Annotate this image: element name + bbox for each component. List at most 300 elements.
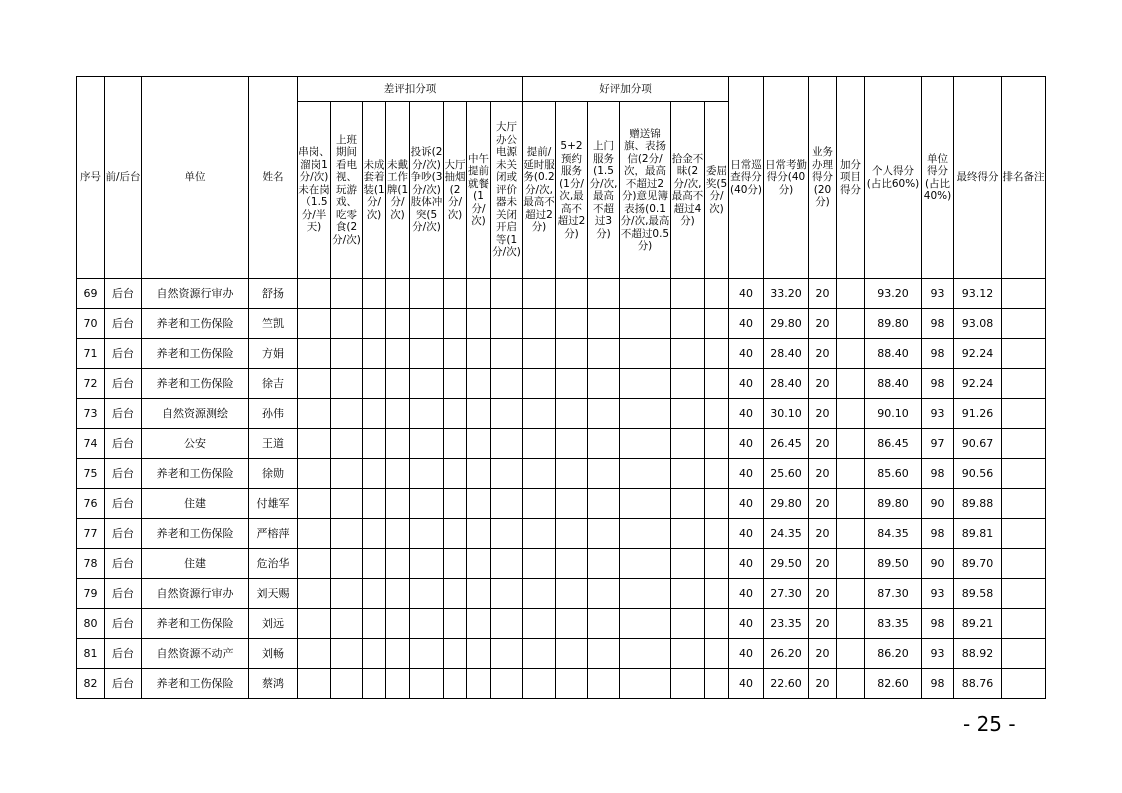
cell-daily-patrol: 40	[729, 459, 764, 489]
cell-empty	[363, 639, 386, 669]
cell-empty	[386, 579, 410, 609]
cell-empty	[837, 369, 865, 399]
cell-position: 后台	[105, 429, 142, 459]
cell-business: 20	[809, 489, 837, 519]
cell-empty	[491, 459, 523, 489]
cell-name: 徐吉	[249, 369, 298, 399]
cell-empty	[491, 279, 523, 309]
cell-empty	[363, 549, 386, 579]
cell-empty	[556, 639, 588, 669]
cell-empty	[705, 429, 729, 459]
cell-empty	[491, 639, 523, 669]
cell-empty	[444, 429, 467, 459]
cell-empty	[386, 309, 410, 339]
cell-empty	[444, 399, 467, 429]
header-negative-item: 未成套着装(1分/次)	[363, 102, 386, 279]
cell-empty	[298, 429, 331, 459]
cell-empty	[837, 609, 865, 639]
cell-empty	[523, 549, 556, 579]
cell-empty	[1002, 579, 1046, 609]
cell-empty	[298, 489, 331, 519]
cell-empty	[363, 579, 386, 609]
header-negative-item: 未戴工作牌(1分/次)	[386, 102, 410, 279]
cell-empty	[523, 639, 556, 669]
page-number: - 25 -	[963, 712, 1016, 736]
table-row	[77, 429, 1046, 459]
header-positive-item: 赠送锦旗、表扬信(2分/次，最高不超过2分)意见簿表扬(0.1分/次,最高不超过0.5分)	[620, 102, 671, 279]
cell-empty	[386, 399, 410, 429]
cell-empty	[671, 519, 705, 549]
cell-empty	[444, 639, 467, 669]
table-row	[77, 579, 1046, 609]
cell-empty	[444, 609, 467, 639]
cell-empty	[491, 489, 523, 519]
cell-unit: 自然资源行审办	[142, 279, 249, 309]
cell-empty	[467, 579, 491, 609]
cell-empty	[386, 669, 410, 699]
cell-empty	[523, 339, 556, 369]
table-row	[77, 399, 1046, 429]
cell-name: 严榕萍	[249, 519, 298, 549]
cell-empty	[1002, 309, 1046, 339]
cell-name: 王道	[249, 429, 298, 459]
header-positive-group: 好评加分项	[523, 77, 729, 102]
cell-empty	[671, 579, 705, 609]
cell-empty	[556, 609, 588, 639]
cell-daily-patrol: 40	[729, 579, 764, 609]
cell-empty	[837, 399, 865, 429]
cell-empty	[671, 369, 705, 399]
cell-empty	[491, 519, 523, 549]
header-row-groups	[77, 77, 1046, 102]
cell-empty	[386, 279, 410, 309]
cell-unit-score: 98	[922, 309, 954, 339]
cell-name: 付雄军	[249, 489, 298, 519]
cell-name: 方娟	[249, 339, 298, 369]
cell-daily-patrol: 40	[729, 279, 764, 309]
cell-daily-attendance: 25.60	[764, 459, 809, 489]
cell-empty	[588, 339, 620, 369]
cell-unit: 养老和工伤保险	[142, 309, 249, 339]
cell-empty	[467, 609, 491, 639]
cell-empty	[467, 399, 491, 429]
cell-empty	[298, 609, 331, 639]
cell-empty	[620, 549, 671, 579]
cell-empty	[467, 369, 491, 399]
cell-unit-score: 98	[922, 609, 954, 639]
cell-personal: 88.40	[865, 339, 922, 369]
cell-business: 20	[809, 639, 837, 669]
header-positive-item: 上门服务(1.5分/次,最高不超过3分)	[588, 102, 620, 279]
cell-empty	[331, 669, 363, 699]
table-row	[77, 519, 1046, 549]
cell-empty	[1002, 489, 1046, 519]
cell-unit: 养老和工伤保险	[142, 369, 249, 399]
cell-daily-attendance: 33.20	[764, 279, 809, 309]
cell-unit: 住建	[142, 549, 249, 579]
cell-final: 89.58	[954, 579, 1002, 609]
header-final: 最终得分	[954, 77, 1002, 279]
header-positive-item: 5+2预约服务(1分/次,最高不超过2分)	[556, 102, 588, 279]
cell-empty	[556, 669, 588, 699]
cell-empty	[1002, 429, 1046, 459]
cell-empty	[837, 579, 865, 609]
table-row	[77, 639, 1046, 669]
cell-empty	[620, 369, 671, 399]
cell-empty	[467, 279, 491, 309]
table-row	[77, 339, 1046, 369]
cell-empty	[298, 549, 331, 579]
cell-personal: 85.60	[865, 459, 922, 489]
cell-seq: 72	[77, 369, 105, 399]
cell-unit: 养老和工伤保险	[142, 459, 249, 489]
cell-empty	[671, 429, 705, 459]
cell-business: 20	[809, 339, 837, 369]
table-row	[77, 309, 1046, 339]
cell-empty	[837, 519, 865, 549]
cell-empty	[1002, 279, 1046, 309]
cell-name: 刘畅	[249, 639, 298, 669]
cell-empty	[705, 639, 729, 669]
cell-position: 后台	[105, 579, 142, 609]
cell-unit-score: 90	[922, 549, 954, 579]
cell-empty	[386, 609, 410, 639]
cell-position: 后台	[105, 669, 142, 699]
cell-business: 20	[809, 579, 837, 609]
cell-daily-patrol: 40	[729, 639, 764, 669]
cell-empty	[410, 609, 444, 639]
cell-daily-patrol: 40	[729, 489, 764, 519]
cell-empty	[620, 279, 671, 309]
cell-name: 危治华	[249, 549, 298, 579]
cell-final: 92.24	[954, 369, 1002, 399]
cell-seq: 81	[77, 639, 105, 669]
cell-empty	[467, 549, 491, 579]
header-negative-item: 投诉(2分/次)争吵(3分/次)肢体冲突(5分/次)	[410, 102, 444, 279]
cell-empty	[298, 639, 331, 669]
header-negative-group: 差评扣分项	[298, 77, 523, 102]
cell-seq: 77	[77, 519, 105, 549]
cell-daily-attendance: 30.10	[764, 399, 809, 429]
cell-empty	[523, 429, 556, 459]
cell-position: 后台	[105, 369, 142, 399]
cell-personal: 87.30	[865, 579, 922, 609]
cell-daily-patrol: 40	[729, 399, 764, 429]
cell-empty	[671, 339, 705, 369]
cell-empty	[671, 669, 705, 699]
cell-empty	[298, 279, 331, 309]
cell-business: 20	[809, 549, 837, 579]
cell-name: 刘天赐	[249, 579, 298, 609]
header-positive-item: 拾金不昧(2分/次,最高不超过4分)	[671, 102, 705, 279]
cell-daily-attendance: 24.35	[764, 519, 809, 549]
cell-name: 蔡鸿	[249, 669, 298, 699]
cell-position: 后台	[105, 519, 142, 549]
cell-empty	[1002, 549, 1046, 579]
cell-empty	[523, 609, 556, 639]
cell-position: 后台	[105, 399, 142, 429]
cell-empty	[671, 549, 705, 579]
cell-name: 徐勋	[249, 459, 298, 489]
cell-empty	[410, 549, 444, 579]
cell-empty	[556, 399, 588, 429]
cell-daily-attendance: 29.50	[764, 549, 809, 579]
cell-empty	[444, 369, 467, 399]
cell-empty	[588, 609, 620, 639]
cell-name: 舒扬	[249, 279, 298, 309]
cell-final: 91.26	[954, 399, 1002, 429]
header-negative-item: 上班期间看电视、玩游戏、吃零食(2分/次)	[331, 102, 363, 279]
cell-empty	[331, 549, 363, 579]
cell-empty	[363, 609, 386, 639]
cell-empty	[588, 639, 620, 669]
cell-empty	[705, 579, 729, 609]
cell-empty	[410, 459, 444, 489]
cell-empty	[363, 339, 386, 369]
cell-unit: 住建	[142, 489, 249, 519]
cell-empty	[588, 369, 620, 399]
cell-empty	[410, 399, 444, 429]
header-seq: 序号	[77, 77, 105, 279]
cell-empty	[588, 459, 620, 489]
cell-unit-score: 90	[922, 489, 954, 519]
cell-empty	[556, 339, 588, 369]
cell-daily-attendance: 26.45	[764, 429, 809, 459]
cell-business: 20	[809, 399, 837, 429]
cell-empty	[837, 549, 865, 579]
cell-empty	[1002, 339, 1046, 369]
cell-empty	[298, 309, 331, 339]
cell-personal: 82.60	[865, 669, 922, 699]
cell-position: 后台	[105, 609, 142, 639]
cell-empty	[491, 399, 523, 429]
cell-seq: 76	[77, 489, 105, 519]
cell-empty	[671, 309, 705, 339]
cell-empty	[331, 309, 363, 339]
cell-final: 90.67	[954, 429, 1002, 459]
cell-personal: 93.20	[865, 279, 922, 309]
cell-empty	[705, 669, 729, 699]
cell-unit-score: 98	[922, 519, 954, 549]
cell-empty	[556, 369, 588, 399]
cell-empty	[444, 459, 467, 489]
cell-empty	[491, 339, 523, 369]
header-negative-item: 大厅抽烟(2分/次)	[444, 102, 467, 279]
cell-empty	[620, 609, 671, 639]
score-table-body	[77, 279, 1046, 699]
cell-empty	[588, 519, 620, 549]
cell-empty	[410, 279, 444, 309]
cell-empty	[410, 519, 444, 549]
cell-unit-score: 93	[922, 279, 954, 309]
cell-final: 93.12	[954, 279, 1002, 309]
cell-personal: 83.35	[865, 609, 922, 639]
cell-empty	[491, 579, 523, 609]
cell-empty	[444, 309, 467, 339]
cell-empty	[523, 579, 556, 609]
cell-empty	[386, 519, 410, 549]
cell-empty	[620, 459, 671, 489]
cell-empty	[298, 669, 331, 699]
cell-empty	[331, 369, 363, 399]
cell-empty	[523, 399, 556, 429]
cell-empty	[620, 339, 671, 369]
cell-personal: 89.80	[865, 309, 922, 339]
header-rank: 排名备注	[1002, 77, 1046, 279]
cell-empty	[620, 639, 671, 669]
cell-personal: 89.80	[865, 489, 922, 519]
header-positive-item: 提前/延时服务(0.2分/次,最高不超过2分)	[523, 102, 556, 279]
cell-empty	[410, 429, 444, 459]
cell-empty	[410, 579, 444, 609]
cell-empty	[331, 639, 363, 669]
cell-empty	[705, 309, 729, 339]
cell-business: 20	[809, 309, 837, 339]
cell-empty	[523, 459, 556, 489]
cell-empty	[620, 429, 671, 459]
cell-business: 20	[809, 609, 837, 639]
cell-empty	[386, 549, 410, 579]
cell-empty	[1002, 669, 1046, 699]
cell-seq: 70	[77, 309, 105, 339]
cell-empty	[1002, 519, 1046, 549]
cell-business: 20	[809, 669, 837, 699]
table-row	[77, 369, 1046, 399]
header-business: 业务办理得分(20分)	[809, 77, 837, 279]
header-unit: 单位	[142, 77, 249, 279]
cell-empty	[491, 669, 523, 699]
cell-empty	[491, 549, 523, 579]
cell-empty	[467, 519, 491, 549]
cell-unit-score: 93	[922, 399, 954, 429]
cell-unit: 养老和工伤保险	[142, 669, 249, 699]
cell-empty	[837, 429, 865, 459]
cell-final: 88.92	[954, 639, 1002, 669]
cell-empty	[467, 639, 491, 669]
header-daily-patrol: 日常巡查得分(40分)	[729, 77, 764, 279]
cell-personal: 88.40	[865, 369, 922, 399]
cell-seq: 73	[77, 399, 105, 429]
cell-empty	[363, 399, 386, 429]
cell-unit: 自然资源不动产	[142, 639, 249, 669]
cell-daily-patrol: 40	[729, 669, 764, 699]
cell-empty	[467, 459, 491, 489]
header-unit-score: 单位得分(占比40%)	[922, 77, 954, 279]
cell-empty	[1002, 459, 1046, 489]
cell-daily-attendance: 28.40	[764, 369, 809, 399]
cell-personal: 84.35	[865, 519, 922, 549]
cell-unit-score: 98	[922, 459, 954, 489]
cell-empty	[467, 669, 491, 699]
cell-position: 后台	[105, 339, 142, 369]
cell-empty	[467, 429, 491, 459]
cell-empty	[298, 369, 331, 399]
table-row	[77, 609, 1046, 639]
cell-empty	[410, 309, 444, 339]
cell-empty	[671, 279, 705, 309]
cell-personal: 90.10	[865, 399, 922, 429]
cell-empty	[467, 339, 491, 369]
cell-empty	[1002, 369, 1046, 399]
cell-position: 后台	[105, 489, 142, 519]
header-name: 姓名	[249, 77, 298, 279]
cell-empty	[620, 489, 671, 519]
cell-empty	[588, 489, 620, 519]
cell-empty	[298, 459, 331, 489]
cell-position: 后台	[105, 639, 142, 669]
header-negative-item: 大厅办公电源未关闭或评价器未关闭开启等(1分/次)	[491, 102, 523, 279]
cell-empty	[410, 339, 444, 369]
cell-name: 刘远	[249, 609, 298, 639]
cell-empty	[298, 579, 331, 609]
cell-empty	[410, 639, 444, 669]
cell-empty	[386, 369, 410, 399]
cell-empty	[705, 489, 729, 519]
cell-empty	[386, 489, 410, 519]
cell-unit: 养老和工伤保险	[142, 339, 249, 369]
cell-empty	[620, 519, 671, 549]
cell-business: 20	[809, 369, 837, 399]
cell-empty	[671, 459, 705, 489]
cell-seq: 75	[77, 459, 105, 489]
cell-empty	[331, 399, 363, 429]
header-daily-attendance: 日常考勤得分(40分)	[764, 77, 809, 279]
cell-personal: 86.20	[865, 639, 922, 669]
cell-unit-score: 98	[922, 369, 954, 399]
cell-final: 89.21	[954, 609, 1002, 639]
cell-daily-patrol: 40	[729, 369, 764, 399]
cell-empty	[671, 489, 705, 519]
cell-empty	[467, 309, 491, 339]
cell-empty	[491, 609, 523, 639]
cell-empty	[363, 669, 386, 699]
cell-empty	[705, 459, 729, 489]
cell-unit-score: 93	[922, 579, 954, 609]
cell-empty	[705, 549, 729, 579]
cell-seq: 71	[77, 339, 105, 369]
cell-empty	[556, 309, 588, 339]
header-negative-item: 中午提前就餐(1分/次)	[467, 102, 491, 279]
cell-unit: 自然资源测绘	[142, 399, 249, 429]
cell-unit: 养老和工伤保险	[142, 609, 249, 639]
cell-position: 后台	[105, 309, 142, 339]
cell-empty	[363, 489, 386, 519]
cell-seq: 74	[77, 429, 105, 459]
cell-empty	[1002, 639, 1046, 669]
cell-empty	[837, 489, 865, 519]
cell-daily-attendance: 29.80	[764, 309, 809, 339]
cell-empty	[705, 399, 729, 429]
cell-empty	[331, 519, 363, 549]
cell-unit-score: 93	[922, 639, 954, 669]
cell-daily-patrol: 40	[729, 519, 764, 549]
cell-empty	[556, 519, 588, 549]
cell-unit: 养老和工伤保险	[142, 519, 249, 549]
cell-empty	[523, 279, 556, 309]
cell-unit: 自然资源行审办	[142, 579, 249, 609]
cell-empty	[588, 309, 620, 339]
cell-empty	[556, 579, 588, 609]
cell-seq: 69	[77, 279, 105, 309]
cell-name: 孙伟	[249, 399, 298, 429]
cell-unit: 公安	[142, 429, 249, 459]
cell-empty	[444, 579, 467, 609]
cell-daily-patrol: 40	[729, 549, 764, 579]
cell-final: 93.08	[954, 309, 1002, 339]
cell-empty	[588, 579, 620, 609]
cell-empty	[331, 579, 363, 609]
cell-final: 89.81	[954, 519, 1002, 549]
